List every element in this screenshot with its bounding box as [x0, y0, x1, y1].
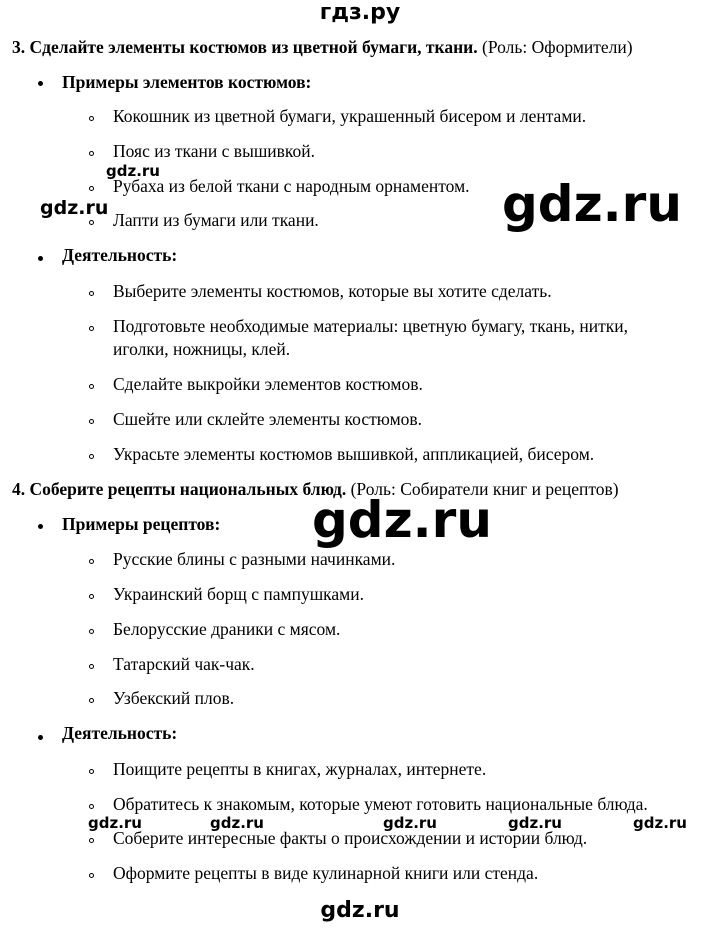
list-item: Рубаха из белой ткани с народным орнаментом. [113, 176, 470, 196]
watermark-small: gdz.ru [106, 162, 160, 180]
section-4-role: (Роль: Собиратели книг и рецептов) [350, 479, 619, 499]
watermark-small: gdz.ru [633, 814, 687, 832]
site-footer: gdz.ru [320, 898, 400, 923]
watermark-small: gdz.ru [88, 814, 142, 832]
site-header: гдз.ру [319, 0, 401, 25]
list-item: Украинский борщ с пампушками. [113, 584, 364, 604]
list-item: Кокошник из цветной бумаги, украшенный бисером и лентами. [113, 106, 587, 126]
circle-bullet-icon [89, 559, 94, 564]
bullet-dot [38, 524, 43, 529]
list-item: Оформите рецепты в виде кулинарной книги или стенда. [113, 863, 539, 883]
list-item: Лапти из бумаги или ткани. [113, 210, 319, 230]
list-item: Выберите элементы костюмов, которые вы хотите сделать. [113, 281, 552, 301]
list-item: Белорусские драники с мясом. [113, 619, 341, 639]
circle-bullet-icon [89, 454, 94, 459]
list-item: Сшейте или склейте элементы костюмов. [113, 409, 423, 429]
list-item: Пояс из ткани с вышивкой. [113, 141, 316, 161]
circle-bullet-icon [89, 384, 94, 389]
circle-bullet-icon [89, 804, 94, 809]
circle-bullet-icon [89, 151, 94, 156]
watermark-small: gdz.ru [210, 814, 264, 832]
circle-bullet-icon [89, 326, 94, 331]
group-label: Деятельность: [62, 723, 178, 743]
circle-bullet-icon [89, 220, 94, 225]
list-item: Обратитесь к знакомым, которые умеют готовить национальные блюда. [113, 794, 648, 814]
circle-bullet-icon [89, 419, 94, 424]
circle-bullet-icon [89, 698, 94, 703]
circle-bullet-icon [89, 116, 94, 121]
list-item: Сделайте выкройки элементов костюмов. [113, 374, 423, 394]
watermark-large: gdz.ru [502, 175, 682, 233]
watermark-small: gdz.ru [383, 814, 437, 832]
group-label: Примеры элементов костюмов: [62, 72, 312, 92]
list-item: Узбекский плов. [113, 688, 235, 708]
list-item: Русские блины с разными начинками. [113, 549, 396, 569]
watermark-small: gdz.ru [40, 197, 109, 219]
watermark-small: gdz.ru [508, 814, 562, 832]
list-item: Татарский чак-чак. [113, 654, 255, 674]
section-3-role: (Роль: Оформители) [482, 37, 633, 57]
circle-bullet-icon [89, 838, 94, 843]
bullet-dot [38, 81, 43, 86]
list-item: Соберите интересные факты о происхождении и истории блюд. [113, 828, 588, 848]
circle-bullet-icon [89, 594, 94, 599]
list-item: Украсьте элементы костюмов вышивкой, аппликацией, бисером. [113, 444, 595, 464]
section-3-heading [12, 37, 633, 57]
section-3-number: 3. [12, 37, 26, 57]
list-item: Поищите рецепты в книгах, журналах, интернете. [113, 759, 487, 779]
list-item-continuation: иголки, ножницы, клей. [113, 339, 291, 359]
section-3-title: Сделайте элементы костюмов из цветной бумаги, ткани. [29, 37, 478, 57]
group-label: Примеры рецептов: [62, 514, 221, 534]
list-item: Подготовьте необходимые материалы: цветную бумагу, ткань, нитки, [113, 316, 629, 336]
circle-bullet-icon [89, 186, 94, 191]
section-4-number: 4. [12, 479, 26, 499]
circle-bullet-icon [89, 873, 94, 878]
section-4-title: Соберите рецепты национальных блюд. [29, 479, 347, 499]
circle-bullet-icon [89, 629, 94, 634]
circle-bullet-icon [89, 769, 94, 774]
circle-bullet-icon [89, 291, 94, 296]
bullet-dot [38, 256, 43, 261]
bullet-dot [38, 735, 43, 740]
circle-bullet-icon [89, 664, 94, 669]
watermark-large: gdz.ru [312, 491, 492, 549]
group-label: Деятельность: [62, 245, 178, 265]
